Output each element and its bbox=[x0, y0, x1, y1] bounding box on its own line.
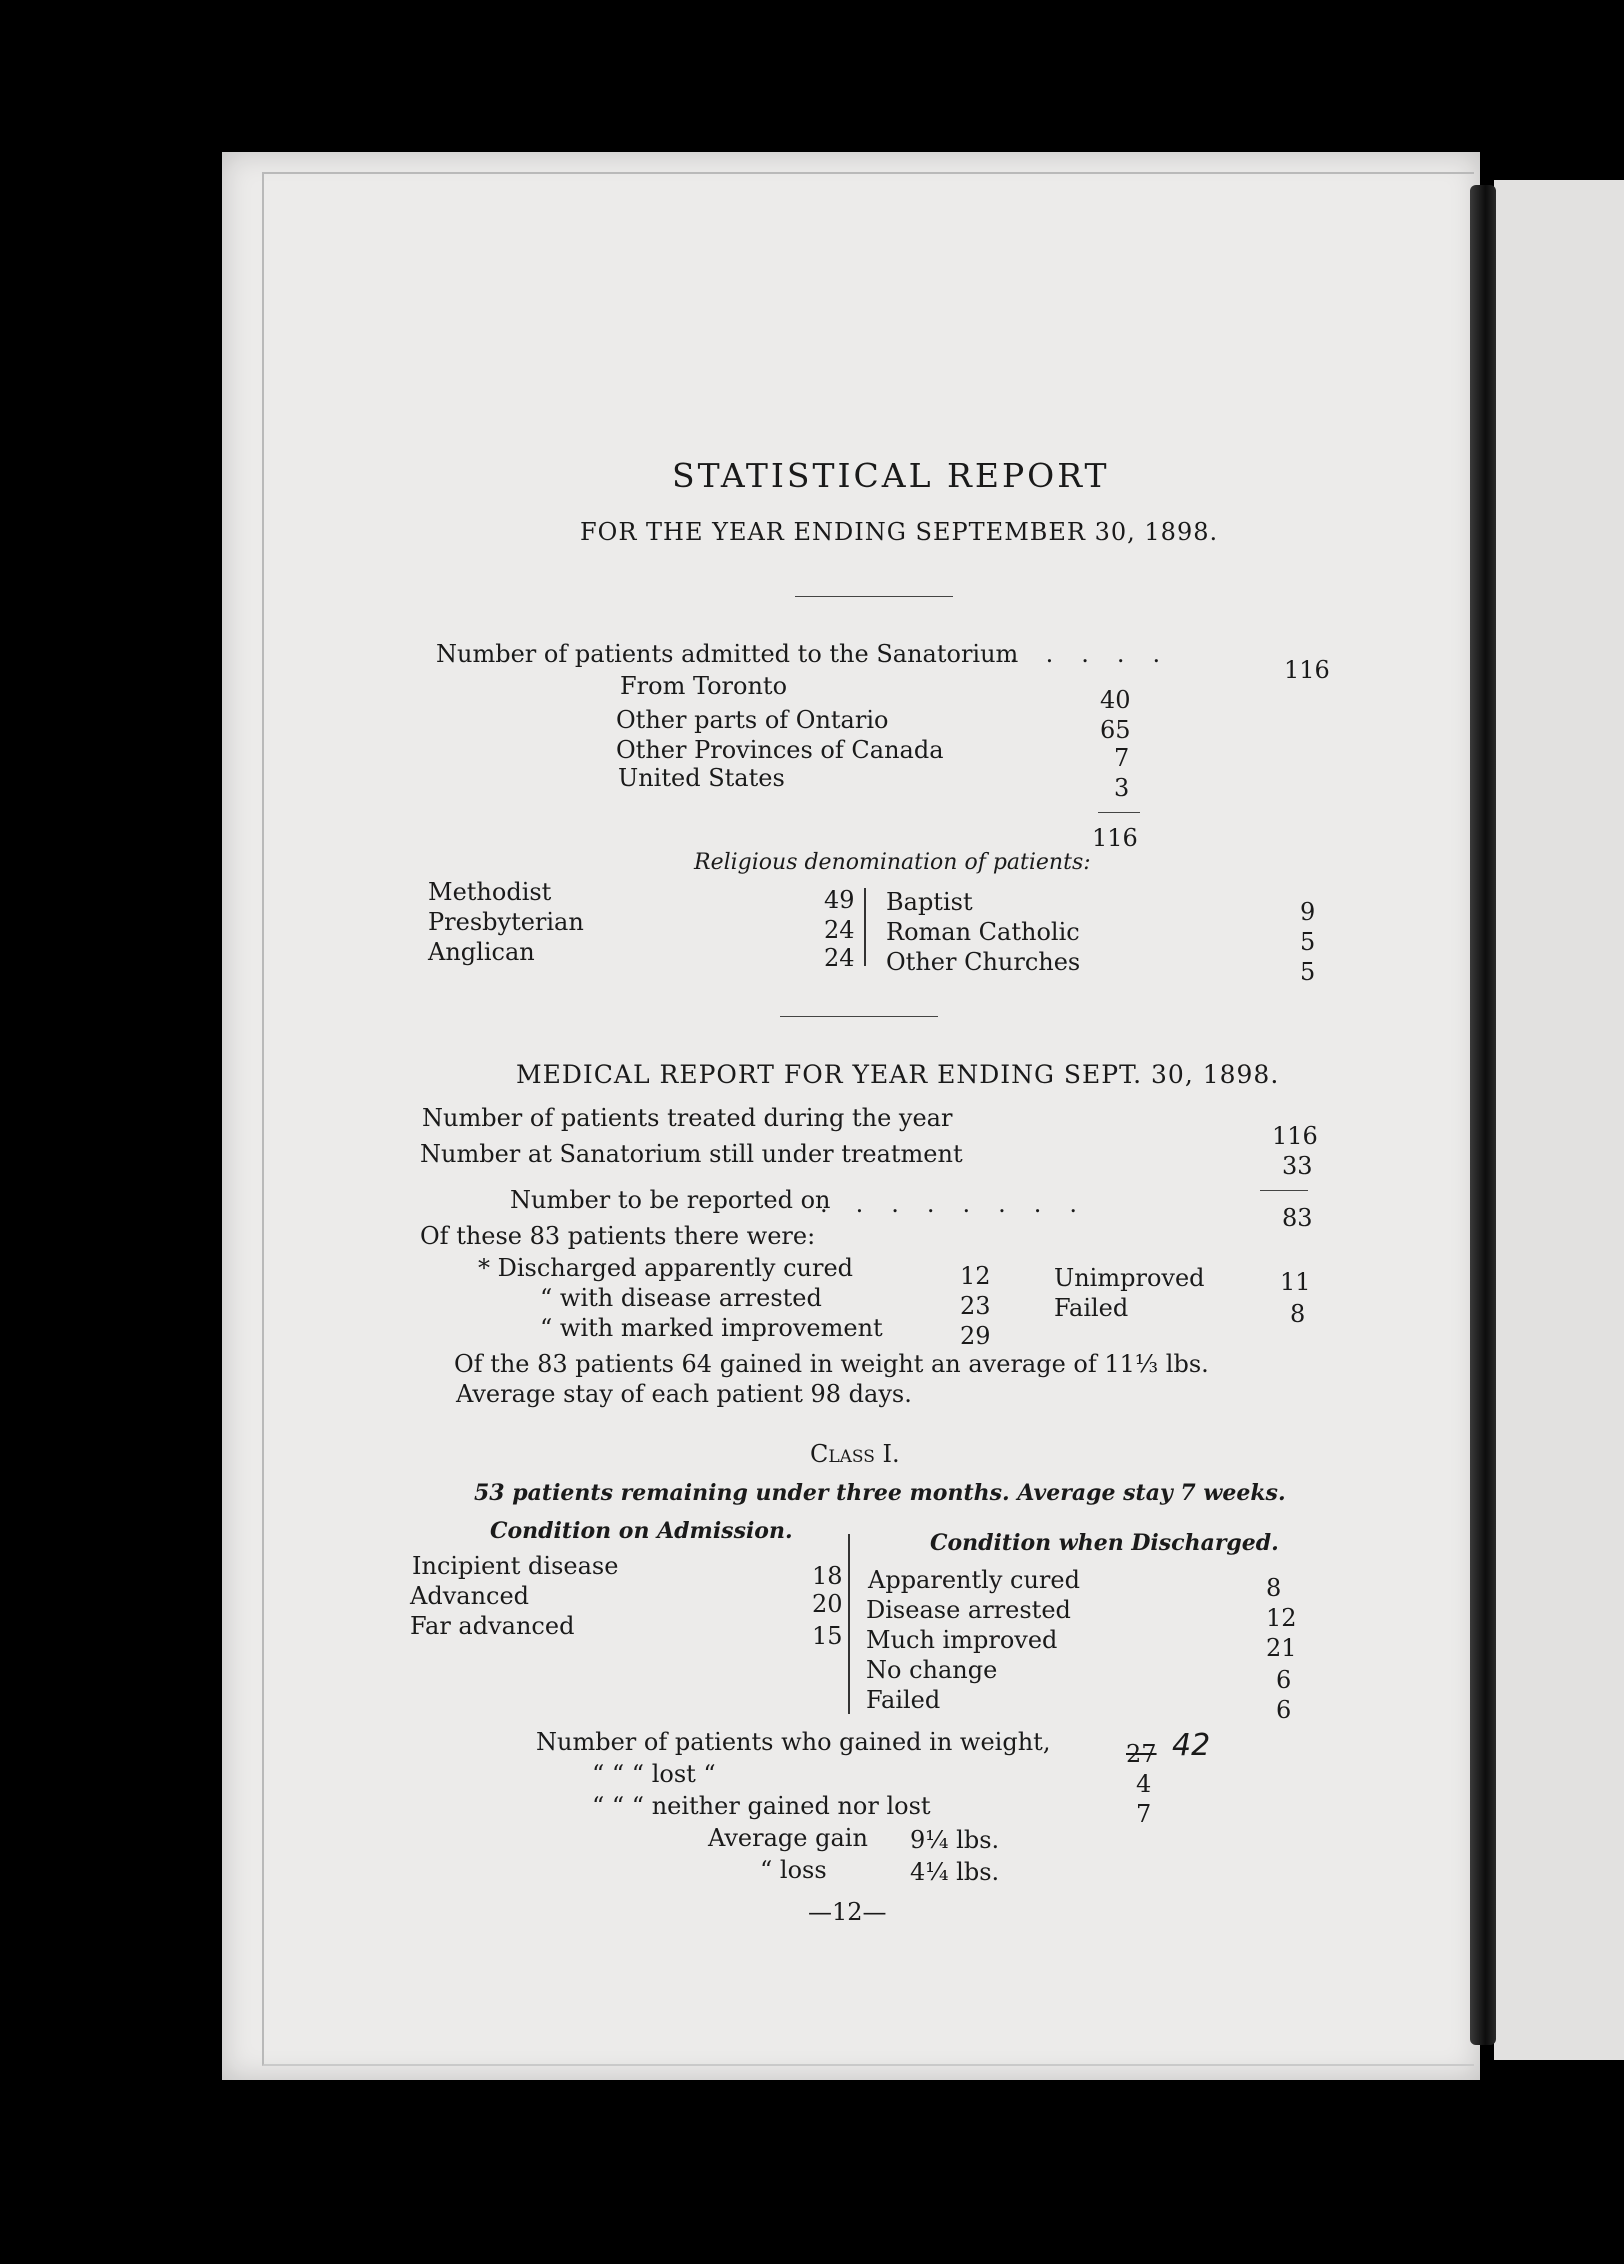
discharged-value: 23 bbox=[960, 1292, 991, 1320]
origin-label: Other Provinces of Canada bbox=[616, 736, 944, 764]
treated-value: 116 bbox=[1272, 1122, 1318, 1150]
origin-value: 3 bbox=[1114, 774, 1130, 802]
class-summary: 53 patients remaining under three months. Average stay 7 weeks. bbox=[474, 1480, 1286, 1506]
reported-value: 83 bbox=[1282, 1204, 1313, 1232]
gained-label: Number of patients who gained in weight, bbox=[536, 1728, 1051, 1756]
unimproved-label: Unimproved bbox=[1054, 1264, 1205, 1292]
discharge-label: Much improved bbox=[866, 1626, 1058, 1654]
admission-value: 15 bbox=[812, 1622, 843, 1650]
still-label: Number at Sanatorium still under treatment bbox=[420, 1140, 963, 1168]
origin-value: 7 bbox=[1114, 744, 1130, 772]
discharged-label: * Discharged apparently cured bbox=[478, 1254, 854, 1282]
religion-value: 5 bbox=[1300, 928, 1316, 956]
admitted-label: Number of patients admitted to the Sanatorium bbox=[436, 640, 1019, 668]
discharge-heading: Condition when Discharged. bbox=[930, 1530, 1279, 1556]
discharged-label: “ with marked improvement bbox=[540, 1314, 883, 1342]
admission-label: Far advanced bbox=[410, 1612, 575, 1640]
discharge-label: Disease arrested bbox=[866, 1596, 1071, 1624]
avg-gain-value: 9¼ lbs. bbox=[910, 1826, 1000, 1854]
failed-value: 8 bbox=[1290, 1300, 1306, 1328]
religion-value: 49 bbox=[824, 886, 855, 914]
adjacent-page bbox=[1494, 180, 1624, 2060]
discharged-value: 12 bbox=[960, 1262, 991, 1290]
divider bbox=[795, 596, 953, 597]
discharge-value: 8 bbox=[1266, 1574, 1282, 1602]
avg-loss-value: 4¼ lbs. bbox=[910, 1858, 1000, 1886]
divider bbox=[780, 1016, 938, 1017]
stay-line: Average stay of each patient 98 days. bbox=[456, 1380, 912, 1408]
religion-label: Methodist bbox=[428, 878, 552, 906]
admission-heading: Condition on Admission. bbox=[490, 1518, 793, 1544]
still-value: 33 bbox=[1282, 1152, 1313, 1180]
medical-title: MEDICAL REPORT FOR YEAR ENDING SEPT. 30, 1898. bbox=[516, 1060, 1280, 1089]
unimproved-value: 11 bbox=[1280, 1268, 1311, 1296]
discharge-value: 6 bbox=[1276, 1666, 1292, 1694]
treated-label: Number of patients treated during the year bbox=[422, 1104, 953, 1132]
failed-label: Failed bbox=[1054, 1294, 1129, 1322]
report-title: STATISTICAL REPORT bbox=[672, 456, 1110, 495]
of-these-line: Of these 83 patients there were: bbox=[420, 1222, 816, 1250]
religion-heading: Religious denomination of patients: bbox=[694, 850, 1091, 875]
reported-label: Number to be reported on bbox=[510, 1186, 831, 1214]
origin-value: 65 bbox=[1100, 716, 1131, 744]
class-heading: Class I. bbox=[810, 1440, 900, 1468]
discharged-label: “ with disease arrested bbox=[540, 1284, 822, 1312]
religion-value: 24 bbox=[824, 944, 855, 972]
discharged-value: 29 bbox=[960, 1322, 991, 1350]
discharge-value: 21 bbox=[1266, 1634, 1297, 1662]
column-divider bbox=[864, 888, 866, 966]
lost-value: 4 bbox=[1136, 1770, 1152, 1798]
column-divider bbox=[848, 1534, 850, 1714]
religion-label: Anglican bbox=[428, 938, 535, 966]
report-subtitle: FOR THE YEAR ENDING SEPTEMBER 30, 1898. bbox=[580, 518, 1219, 546]
sum-rule bbox=[1098, 812, 1140, 813]
admission-label: Incipient disease bbox=[412, 1552, 619, 1580]
sum-rule bbox=[1260, 1190, 1308, 1191]
admission-value: 18 bbox=[812, 1562, 843, 1590]
leader-dots: ..... bbox=[1010, 640, 1189, 668]
origin-label: United States bbox=[618, 764, 785, 792]
discharge-value: 12 bbox=[1266, 1604, 1297, 1632]
book-spine bbox=[1470, 185, 1496, 2045]
religion-label: Baptist bbox=[886, 888, 973, 916]
admitted-total: 116 bbox=[1284, 656, 1330, 684]
origin-label: Other parts of Ontario bbox=[616, 706, 889, 734]
origins-sum: 116 bbox=[1092, 824, 1138, 852]
discharge-label: Failed bbox=[866, 1686, 941, 1714]
discharge-value: 6 bbox=[1276, 1696, 1292, 1724]
avg-loss-label: “ loss bbox=[760, 1856, 827, 1884]
discharge-label: No change bbox=[866, 1656, 998, 1684]
religion-label: Presbyterian bbox=[428, 908, 584, 936]
leader-dots: ........ bbox=[820, 1190, 1106, 1218]
gained-printed-value: 27 bbox=[1126, 1740, 1157, 1768]
admission-label: Advanced bbox=[410, 1582, 530, 1610]
neither-label: “ “ “ neither gained nor lost bbox=[592, 1792, 931, 1820]
discharge-label: Apparently cured bbox=[868, 1566, 1080, 1594]
admission-value: 20 bbox=[812, 1590, 843, 1618]
neither-value: 7 bbox=[1136, 1800, 1152, 1828]
page-number: —12— bbox=[808, 1898, 887, 1926]
religion-value: 24 bbox=[824, 916, 855, 944]
religion-value: 5 bbox=[1300, 958, 1316, 986]
lost-label: “ “ “ lost “ bbox=[592, 1760, 716, 1788]
origin-label: From Toronto bbox=[620, 672, 788, 700]
religion-label: Roman Catholic bbox=[886, 918, 1080, 946]
gained-handwritten-value: 42 bbox=[1172, 1728, 1211, 1763]
weight-line: Of the 83 patients 64 gained in weight an average of 11⅓ lbs. bbox=[454, 1350, 1209, 1378]
religion-value: 9 bbox=[1300, 898, 1316, 926]
avg-gain-label: Average gain bbox=[708, 1824, 868, 1852]
origin-value: 40 bbox=[1100, 686, 1131, 714]
religion-label: Other Churches bbox=[886, 948, 1081, 976]
